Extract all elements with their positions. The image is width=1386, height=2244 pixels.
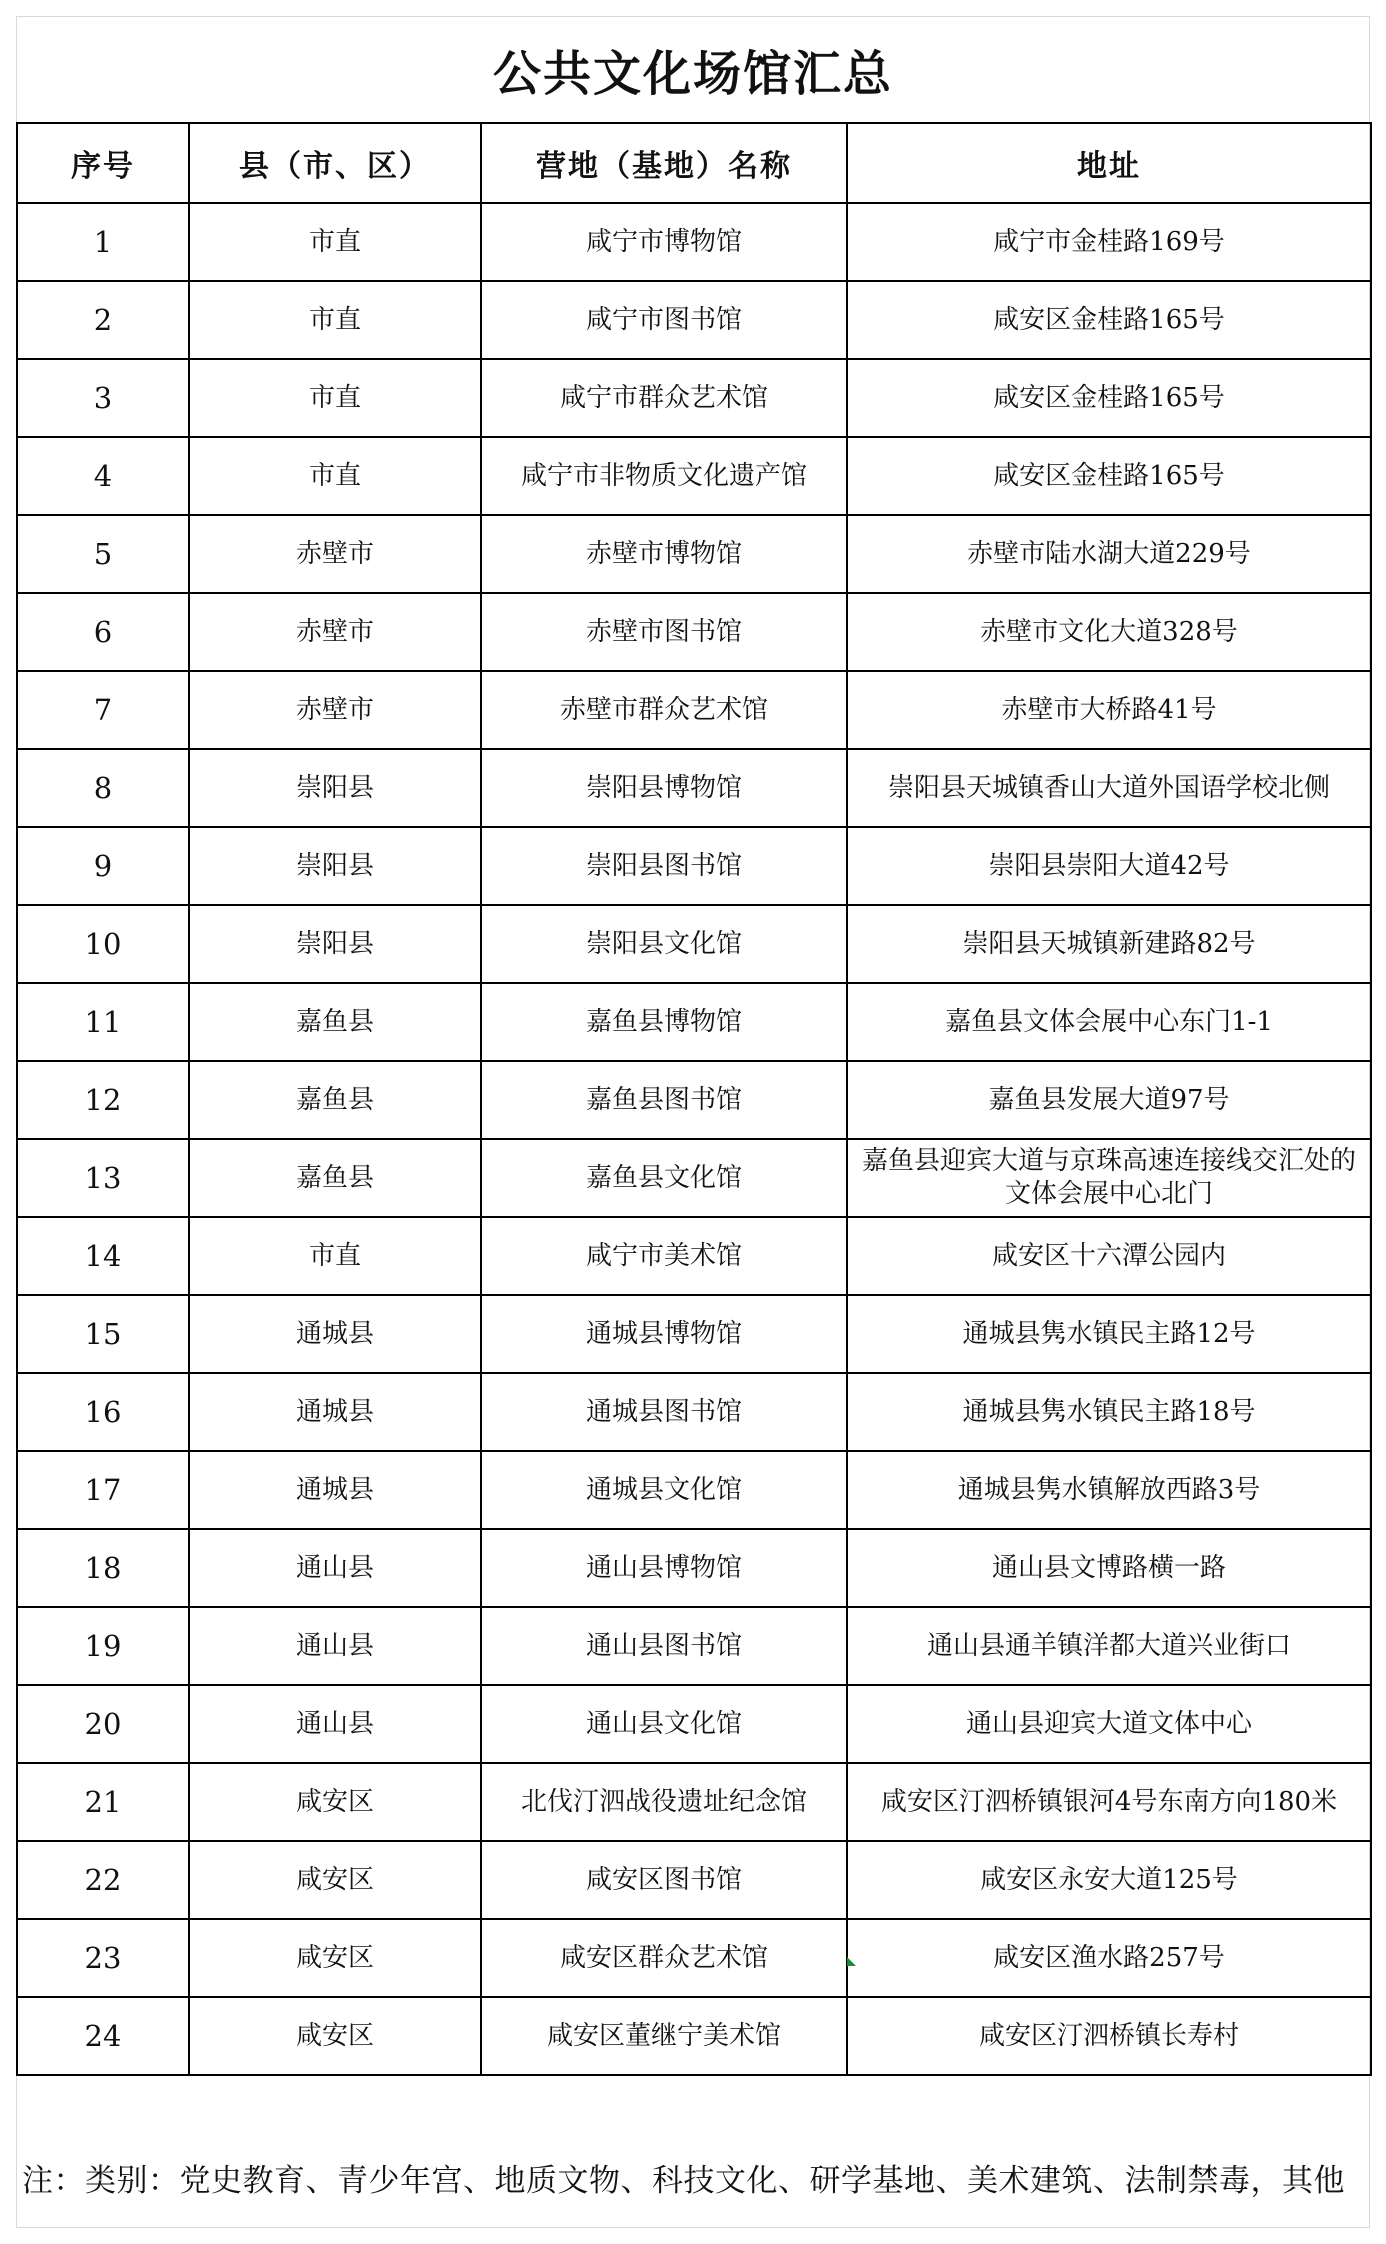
table-row bbox=[17, 1217, 1371, 1295]
cell-name: 通山县文化馆 bbox=[481, 1685, 847, 1763]
table-row bbox=[17, 515, 1371, 593]
table-row bbox=[17, 983, 1371, 1061]
table-row bbox=[17, 359, 1371, 437]
cell-address: 通城县隽水镇解放西路3号 bbox=[847, 1451, 1371, 1529]
col-header-name: 营地（基地）名称 bbox=[481, 123, 847, 203]
cell-county: 咸安区 bbox=[189, 1997, 481, 2075]
table-row bbox=[17, 1373, 1371, 1451]
cell-address: 崇阳县崇阳大道42号 bbox=[847, 827, 1371, 905]
cell-county: 赤壁市 bbox=[189, 515, 481, 593]
table-row bbox=[17, 1919, 1371, 1997]
cell-county: 市直 bbox=[189, 203, 481, 281]
cell-address: 嘉鱼县迎宾大道与京珠高速连接线交汇处的文体会展中心北门 bbox=[847, 1139, 1371, 1217]
cell-no: 21 bbox=[17, 1763, 189, 1841]
cell-name: 通城县文化馆 bbox=[481, 1451, 847, 1529]
cell-no: 9 bbox=[17, 827, 189, 905]
cell-address: 赤壁市大桥路41号 bbox=[847, 671, 1371, 749]
cell-name: 崇阳县博物馆 bbox=[481, 749, 847, 827]
cell-name: 嘉鱼县文化馆 bbox=[481, 1139, 847, 1217]
cell-county: 嘉鱼县 bbox=[189, 983, 481, 1061]
cell-no: 7 bbox=[17, 671, 189, 749]
cell-no: 8 bbox=[17, 749, 189, 827]
cell-county: 咸安区 bbox=[189, 1919, 481, 1997]
cell-name: 嘉鱼县图书馆 bbox=[481, 1061, 847, 1139]
cell-county: 赤壁市 bbox=[189, 593, 481, 671]
cell-no: 14 bbox=[17, 1217, 189, 1295]
table-body bbox=[17, 203, 1371, 2075]
cell-address: 崇阳县天城镇新建路82号 bbox=[847, 905, 1371, 983]
cell-name: 咸宁市博物馆 bbox=[481, 203, 847, 281]
cell-county: 崇阳县 bbox=[189, 827, 481, 905]
cell-no: 12 bbox=[17, 1061, 189, 1139]
cell-no: 1 bbox=[17, 203, 189, 281]
cell-no: 6 bbox=[17, 593, 189, 671]
cell-county: 嘉鱼县 bbox=[189, 1139, 481, 1217]
table-row bbox=[17, 203, 1371, 281]
cell-name: 赤壁市群众艺术馆 bbox=[481, 671, 847, 749]
cell-name: 崇阳县文化馆 bbox=[481, 905, 847, 983]
cell-no: 10 bbox=[17, 905, 189, 983]
table-row bbox=[17, 1841, 1371, 1919]
cell-name: 赤壁市图书馆 bbox=[481, 593, 847, 671]
cell-no: 2 bbox=[17, 281, 189, 359]
footnote: 注：类别：党史教育、青少年宫、地质文物、科技文化、研学基地、美术建筑、法制禁毒，其他 bbox=[22, 2162, 1345, 2199]
cell-name: 咸安区群众艺术馆 bbox=[481, 1919, 847, 1997]
cell-address: 咸安区汀泗桥镇银河4号东南方向180米 bbox=[847, 1763, 1371, 1841]
table-row bbox=[17, 281, 1371, 359]
cell-no: 13 bbox=[17, 1139, 189, 1217]
cell-no: 3 bbox=[17, 359, 189, 437]
cell-address: 咸安区渔水路257号 bbox=[847, 1919, 1371, 1997]
cell-county: 崇阳县 bbox=[189, 905, 481, 983]
cell-county: 咸安区 bbox=[189, 1763, 481, 1841]
cell-county: 通山县 bbox=[189, 1685, 481, 1763]
table-row bbox=[17, 1607, 1371, 1685]
cell-comment-marker bbox=[847, 1957, 856, 1966]
cell-county: 市直 bbox=[189, 359, 481, 437]
cell-name: 赤壁市博物馆 bbox=[481, 515, 847, 593]
table-row bbox=[17, 1451, 1371, 1529]
cell-address: 咸宁市金桂路169号 bbox=[847, 203, 1371, 281]
cell-name: 咸宁市非物质文化遗产馆 bbox=[481, 437, 847, 515]
cell-no: 22 bbox=[17, 1841, 189, 1919]
cell-address: 通山县文博路横一路 bbox=[847, 1529, 1371, 1607]
cell-name: 崇阳县图书馆 bbox=[481, 827, 847, 905]
cell-no: 17 bbox=[17, 1451, 189, 1529]
cell-name: 咸宁市美术馆 bbox=[481, 1217, 847, 1295]
table-row bbox=[17, 905, 1371, 983]
cell-address: 咸安区永安大道125号 bbox=[847, 1841, 1371, 1919]
col-header-address: 地址 bbox=[847, 123, 1371, 203]
cell-address: 咸安区汀泗桥镇长寿村 bbox=[847, 1997, 1371, 2075]
venues-table bbox=[16, 122, 1372, 2076]
cell-county: 市直 bbox=[189, 1217, 481, 1295]
cell-name: 通城县博物馆 bbox=[481, 1295, 847, 1373]
cell-name: 通山县图书馆 bbox=[481, 1607, 847, 1685]
table-row bbox=[17, 1763, 1371, 1841]
cell-no: 19 bbox=[17, 1607, 189, 1685]
cell-county: 嘉鱼县 bbox=[189, 1061, 481, 1139]
cell-address: 通城县隽水镇民主路12号 bbox=[847, 1295, 1371, 1373]
header-row bbox=[17, 123, 1371, 203]
cell-address: 崇阳县天城镇香山大道外国语学校北侧 bbox=[847, 749, 1371, 827]
cell-county: 通山县 bbox=[189, 1607, 481, 1685]
page-title: 公共文化场馆汇总 bbox=[492, 45, 893, 102]
cell-address: 咸安区十六潭公园内 bbox=[847, 1217, 1371, 1295]
table-row bbox=[17, 1997, 1371, 2075]
cell-name: 咸宁市图书馆 bbox=[481, 281, 847, 359]
cell-no: 5 bbox=[17, 515, 189, 593]
cell-name: 通城县图书馆 bbox=[481, 1373, 847, 1451]
cell-no: 16 bbox=[17, 1373, 189, 1451]
cell-name: 咸安区图书馆 bbox=[481, 1841, 847, 1919]
table-row bbox=[17, 827, 1371, 905]
cell-county: 市直 bbox=[189, 281, 481, 359]
table-row bbox=[17, 749, 1371, 827]
table-row bbox=[17, 1529, 1371, 1607]
cell-address: 赤壁市陆水湖大道229号 bbox=[847, 515, 1371, 593]
col-header-county: 县（市、区） bbox=[189, 123, 481, 203]
table-row bbox=[17, 437, 1371, 515]
cell-county: 通城县 bbox=[189, 1373, 481, 1451]
cell-address: 咸安区金桂路165号 bbox=[847, 281, 1371, 359]
cell-county: 赤壁市 bbox=[189, 671, 481, 749]
cell-name: 北伐汀泗战役遗址纪念馆 bbox=[481, 1763, 847, 1841]
cell-name: 咸安区董继宁美术馆 bbox=[481, 1997, 847, 2075]
cell-no: 20 bbox=[17, 1685, 189, 1763]
table-row bbox=[17, 593, 1371, 671]
table-row bbox=[17, 1139, 1371, 1217]
cell-address: 通城县隽水镇民主路18号 bbox=[847, 1373, 1371, 1451]
cell-no: 23 bbox=[17, 1919, 189, 1997]
cell-no: 4 bbox=[17, 437, 189, 515]
cell-address: 嘉鱼县文体会展中心东门1-1 bbox=[847, 983, 1371, 1061]
cell-county: 咸安区 bbox=[189, 1841, 481, 1919]
table-row bbox=[17, 671, 1371, 749]
cell-county: 通山县 bbox=[189, 1529, 481, 1607]
cell-address: 赤壁市文化大道328号 bbox=[847, 593, 1371, 671]
cell-no: 18 bbox=[17, 1529, 189, 1607]
table-row bbox=[17, 1061, 1371, 1139]
cell-address: 咸安区金桂路165号 bbox=[847, 437, 1371, 515]
cell-address: 通山县迎宾大道文体中心 bbox=[847, 1685, 1371, 1763]
cell-county: 崇阳县 bbox=[189, 749, 481, 827]
cell-name: 嘉鱼县博物馆 bbox=[481, 983, 847, 1061]
cell-address: 通山县通羊镇洋都大道兴业街口 bbox=[847, 1607, 1371, 1685]
cell-name: 咸宁市群众艺术馆 bbox=[481, 359, 847, 437]
cell-no: 24 bbox=[17, 1997, 189, 2075]
cell-county: 通城县 bbox=[189, 1295, 481, 1373]
cell-address: 咸安区金桂路165号 bbox=[847, 359, 1371, 437]
col-header-no: 序号 bbox=[17, 123, 189, 203]
cell-no: 15 bbox=[17, 1295, 189, 1373]
cell-no: 11 bbox=[17, 983, 189, 1061]
cell-county: 市直 bbox=[189, 437, 481, 515]
cell-county: 通城县 bbox=[189, 1451, 481, 1529]
cell-name: 通山县博物馆 bbox=[481, 1529, 847, 1607]
table-row bbox=[17, 1295, 1371, 1373]
table-row bbox=[17, 1685, 1371, 1763]
cell-address: 嘉鱼县发展大道97号 bbox=[847, 1061, 1371, 1139]
